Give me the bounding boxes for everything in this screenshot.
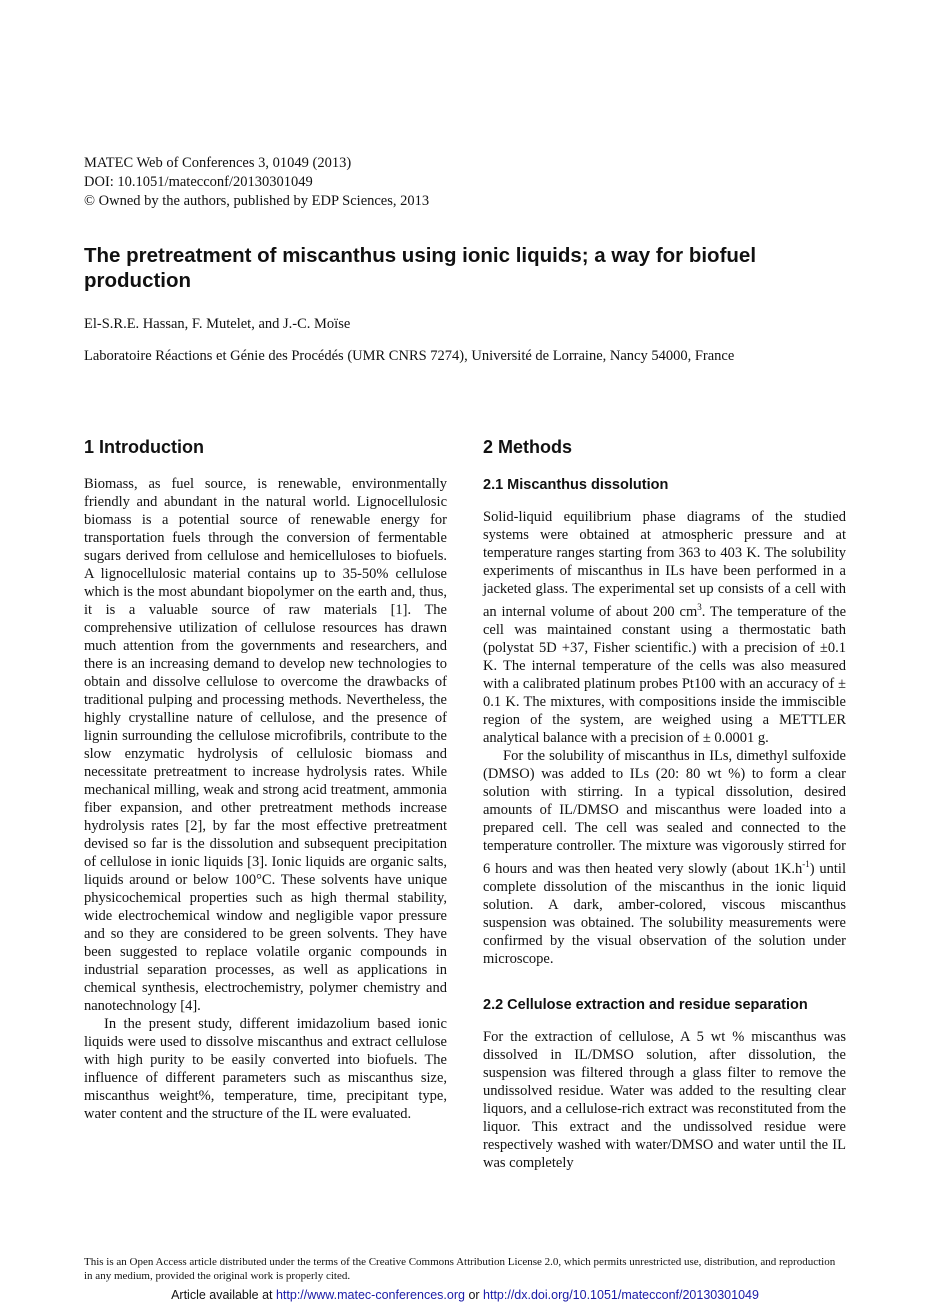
intro-paragraph-1: Biomass, as fuel source, is renewable, environmentally friendly and abundant in the natural world. Lignocellulosic biomass is a potential source of renewable energy for transportation fuels through the conversion of fermentable sugars derived from cellulose and hemicelluloses to biofuels. A lignocellulosic material contains up to 35-50% cellulose which is the most abundant biopolymer on the earth and, thus, it is a valuable source of raw materials [1]. The comprehensive utilization of cellulose resources has drawn much attention from the governments and researchers, and there is an increasing demand to develop new technologies to obtain and dissolve cellulose to overcome the drawbacks of traditional pulping and processing methods. Nevertheless, the highly crystalline nature of cellulose, and the presence of lignin surrounding the cellulose microfibrils, contribute to the slow enzymatic hydrolysis of cellulosic biomass and necessitate pretreatment to increase hydrolysis rates. While mechanical milling, weak and strong acid treatment, ammonia fiber expansion, and other pretreatment methods increase hydrolysis rates [2], by far the most effective pretreatment devised so far is the dissolution and subsequent precipitation of cellulose in ionic liquids [3]. Ionic liquids are organic salts, liquids around or below 100°C. These solvents have unique physicochemical properties such as high thermal stability, wide electrochemical window and negligible vapor pressure and so they are considered to be green solvents. They have been suggested to replace volatile organic compounds in industrial separation processes, as well as applications in chemical synthesis, electrochemistry, polymer chemistry and nanotechnology [4]. [84,476,447,1014]
doi-link[interactable]: http://dx.doi.org/10.1051/matecconf/20130301049 [483,1288,759,1302]
affiliation: Laboratoire Réactions et Génie des Procédés (UMR CNRS 7274), Université de Lorraine, Nancy 54000, France [84,348,735,364]
authors: El-S.R.E. Hassan, F. Mutelet, and J.-C. Moïse [84,316,351,332]
dissolution-paragraph-2: For the solubility of miscanthus in ILs, dimethyl sulfoxide (DMSO) was added to ILs (20: 80 wt %) to form a clear solution with stirring. In a typical dissolution, desired amounts of IL/DMSO and miscanthus were loaded into a prepared cell. The cell was sealed and connected to the temperature controller. The mixture was vigorously stirred for 6 hours and was then heated very slowly (about $1K.h^{-1}$) until complete dissolution of the miscanthus in the ionic liquid solution. A dark, amber-colored, viscous miscanthus suspension was obtained. The solubility measurements were confirmed by the visual observation of the solution under microscope. [483,747,846,967]
subsection-heading-extraction: 2.2 Cellulose extraction and residue separation [483,996,808,1013]
right-column [483,436,846,1172]
matec-link[interactable]: http://www.matec-conferences.org [275,1288,465,1302]
copyright-line: © Owned by the authors, published by EDP Sciences, 2013 [84,193,430,209]
article-available-line: Article available at http://www.matec-conferences.org or http://dx.doi.org/10.1051/matecconf/20130301049 [171,1288,759,1302]
section-heading-introduction: 1 Introduction [84,437,204,457]
doi-line: DOI: 10.1051/matecconf/20130301049 [84,174,313,190]
journal-line: MATEC Web of Conferences 3, 01049 (2013) [84,155,352,171]
section-heading-methods: 2 Methods [483,437,573,457]
publication-header [84,154,429,211]
subsection-heading-dissolution: 2.1 Miscanthus dissolution [483,477,669,493]
paper-title: The pretreatment of miscanthus using ionic liquids; a way for biofuel production [84,244,757,292]
left-column [84,436,447,1123]
intro-paragraph-2: In the present study, different imidazolium based ionic liquids were used to dissolve miscanthus and extract cellulose with high purity to be easily converted into biofuels. The influence of different parameters such as miscanthus size, miscanthus weight%, temperature, time, precipitant type, water content and the structure of the IL were evaluated. [84,1016,447,1122]
license-notice: This is an Open Access article distributed under the terms of the Creative Commons Attribution License 2.0, which permits unrestricted use, distribution, and reproduction in any medium, provided the original work is properly cited. [84,1256,836,1282]
dissolution-paragraph-1: Solid-liquid equilibrium phase diagrams of the studied systems were obtained at atmospheric pressure and at temperature ranges starting from 363 to 403 K. The solubility experiments of miscanthus in ILs have been performed in a jacketed glass. The experimental set up consists of a cell with an internal volume of about 200 $cm^3$. The temperature of the cell was maintained constant using a thermostatic bath (polystat 5D +37, Fisher scientific.) with a precision of ±0.1 K. The internal temperature of the cells was also measured with a calibrated platinum probes Pt100 with an accuracy of ± 0.1 K. The mixtures, with compositions inside the immiscible region of the system, are weighed using a METTLER analytical balance with a precision of ± 0.0001 g. [483,509,847,746]
extraction-paragraph-1: For the extraction of cellulose, A 5 wt % miscanthus was dissolved in IL/DMSO solution, after dissolution, the suspension was filtered through a glass filter to remove the undissolved residue. Water was added to the resulting clear liquors, and a cellulose-rich extract was reconstituted from the liquor. This extract and the undissolved residue were respectively washed with water/DMSO and water until the IL was completely [483,1028,846,1171]
